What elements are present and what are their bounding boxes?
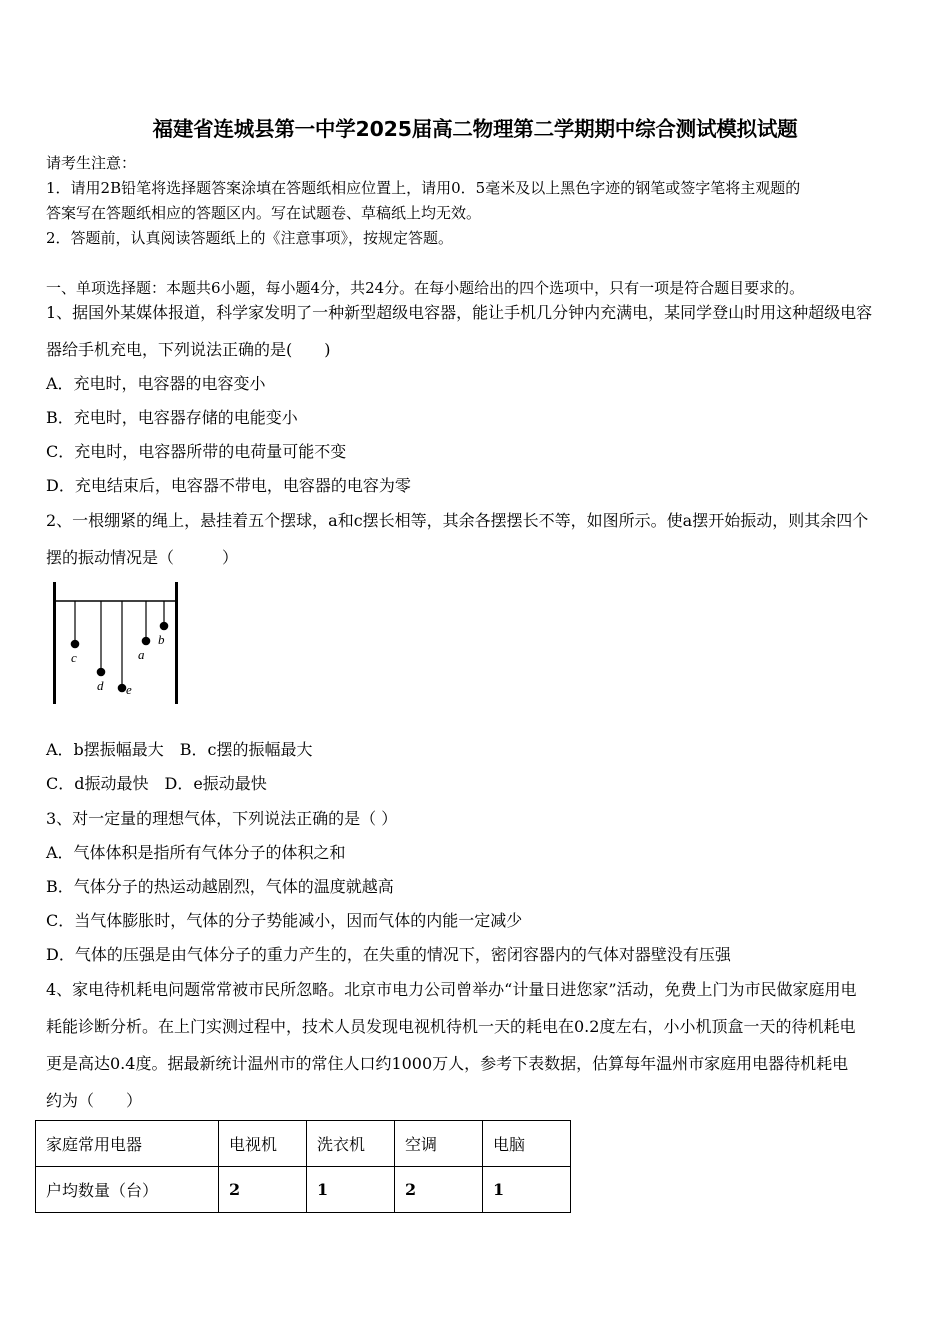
pendulum-a-ball [142,637,151,646]
q2-options-cd: C．d振动最快 D．e振动最快 [46,774,267,793]
q2-stem-line-1: 2、一根绷紧的绳上，悬挂着五个摆球，a和c摆长相等，其余各摆摆长不等，如图所示。使a摆开始振动，则其余四个 [46,511,869,530]
table-cell: 1 [307,1167,395,1213]
pendulum-diagram [40,572,190,712]
label-a: a [138,647,145,662]
label-c: c [71,650,77,665]
q3-option-c: C．当气体膨胀时，气体的分子势能减小，因而气体的内能一定减少 [46,911,523,930]
label-e: e [126,682,132,697]
table-header-cell: 空调 [395,1121,483,1167]
table-header-cell: 电视机 [219,1121,307,1167]
section-heading: 一、单项选择题：本题共6小题，每小题4分，共24分。在每小题给出的四个选项中，只有一项是符合题目要求的。 [46,279,805,297]
pendulum-e-ball [118,684,127,693]
q4-stem-line-3: 更是高达0.4度。据最新统计温州市的常住人口约1000万人，参考下表数据，估算每年温州市家庭用电器待机耗电 [46,1054,849,1073]
table-cell: 户均数量（台） [36,1167,219,1213]
q1-stem-line-2: 器给手机充电，下列说法正确的是( ) [46,340,331,359]
notice-line-2: 2．答题前，认真阅读答题纸上的《注意事项》，按规定答题。 [46,229,454,247]
q1-option-c: C．充电时，电容器所带的电荷量可能不变 [46,442,347,461]
q3-option-b: B．气体分子的热运动越剧烈，气体的温度就越高 [46,877,394,896]
page-title: 福建省连城县第一中学2025届高二物理第二学期期中综合测试模拟试题 [152,117,798,141]
table-header-cell: 洗衣机 [307,1121,395,1167]
left-post [53,582,56,704]
q1-option-b: B．充电时，电容器存储的电能变小 [46,408,298,427]
pendulum-b-ball [160,622,169,631]
q3-option-d: D．气体的压强是由气体分子的重力产生的，在失重的情况下，密闭容器内的气体对器壁没有压强 [46,945,731,964]
table-cell: 1 [483,1167,571,1213]
q3-option-a: A．气体体积是指所有气体分子的体积之和 [46,843,346,862]
appliance-table [35,1120,571,1213]
label-d: d [97,678,104,693]
right-post [175,582,178,704]
pendulum-d-ball [97,668,106,677]
q4-stem-line-1: 4、家电待机耗电问题常常被市民所忽略。北京市电力公司曾举办“计量日进您家”活动，免费上门为市民做家庭用电 [46,980,857,999]
q4-stem-line-4: 约为（ ） [46,1091,143,1110]
q1-option-d: D．充电结束后，电容器不带电，电容器的电容为零 [46,476,411,495]
table-header-cell: 电脑 [483,1121,571,1167]
q1-option-a: A．充电时，电容器的电容变小 [46,374,266,393]
table-header-cell: 家庭常用电器 [36,1121,219,1167]
q2-stem-line-2: 摆的振动情况是（ ） [46,548,239,567]
label-b: b [158,632,165,647]
notice-heading: 请考生注意： [46,154,137,172]
q4-stem-line-2: 耗能诊断分析。在上门实测过程中，技术人员发现电视机待机一天的耗电在0.2度左右，小小机顶盒一天的待机耗电 [46,1017,856,1036]
table-row [36,1167,571,1213]
q2-options-ab: A．b摆振幅最大 B．c摆的振幅最大 [46,740,313,759]
q3-stem: 3、对一定量的理想气体，下列说法正确的是（ ） [46,809,398,828]
table-cell: 2 [219,1167,307,1213]
table-cell: 2 [395,1167,483,1213]
q1-stem-line-1: 1、据国外某媒体报道，科学家发明了一种新型超级电容器，能让手机几分钟内充满电，某同学登山时用这种超级电容 [46,303,873,322]
table-header-row [36,1121,571,1167]
notice-line-1b: 答案写在答题纸相应的答题区内。写在试题卷、草稿纸上均无效。 [46,204,482,222]
pendulum-c-ball [71,640,80,649]
notice-line-1: 1．请用2B铅笔将选择题答案涂填在答题纸相应位置上，请用0．5毫米及以上黑色字迹的钢笔或签字笔将主观题的 [46,179,801,197]
